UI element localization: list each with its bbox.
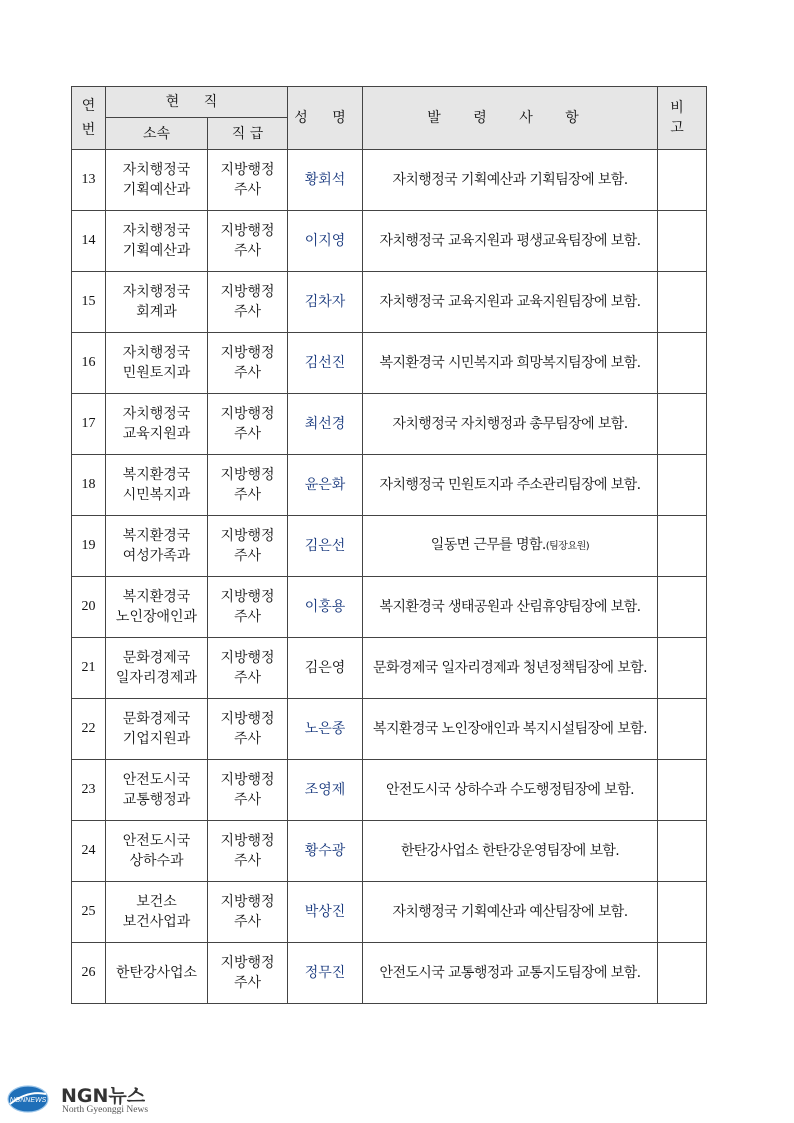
row-rank	[208, 638, 288, 699]
affiliation-line-2: 기획예산과	[122, 182, 191, 198]
row-rank	[208, 211, 288, 272]
row-number: 25	[72, 882, 106, 943]
affiliation-line-2: 회계과	[136, 304, 177, 320]
affiliation-line-1: 자치행정국	[122, 284, 191, 300]
order-note: (팀장요원)	[545, 541, 590, 552]
row-remarks	[658, 943, 707, 1004]
row-number: 24	[72, 821, 106, 882]
affiliation-line-1: 복지환경국	[122, 528, 191, 544]
rank-line-2: 주사	[233, 731, 262, 747]
row-order	[363, 699, 658, 760]
row-number: 22	[72, 699, 106, 760]
header-remarks: 비 고	[658, 87, 707, 150]
affiliation-line-2: 보건사업과	[122, 914, 191, 930]
affiliation-line-2: 여성가족과	[122, 548, 191, 564]
rank-line-1: 지방행정	[220, 528, 275, 544]
order-text: 한탄강사업소 한탄강운영팀장에 보함.	[400, 843, 620, 859]
row-rank	[208, 821, 288, 882]
row-name: 황회석	[288, 150, 363, 211]
row-remarks	[658, 150, 707, 211]
table-row	[72, 699, 707, 760]
order-text: 복지환경국 노인장애인과 복지시설팀장에 보함.	[373, 721, 647, 737]
affiliation-line-1: 안전도시국	[122, 833, 191, 849]
affiliation-line-2: 기업지원과	[122, 731, 191, 747]
rank-line-2: 주사	[233, 365, 262, 381]
affiliation-line-1: 자치행정국	[122, 223, 191, 239]
row-affiliation	[106, 394, 208, 455]
row-remarks	[658, 821, 707, 882]
row-rank	[208, 333, 288, 394]
row-number: 18	[72, 455, 106, 516]
affiliation-line-2: 상하수과	[129, 853, 184, 869]
row-affiliation	[106, 638, 208, 699]
rank-line-2: 주사	[233, 304, 262, 320]
row-affiliation	[106, 272, 208, 333]
order-text: 자치행정국 교육지원과 평생교육팀장에 보함.	[379, 233, 641, 249]
row-remarks	[658, 272, 707, 333]
row-remarks	[658, 882, 707, 943]
row-number: 17	[72, 394, 106, 455]
rank-line-2: 주사	[233, 243, 262, 259]
row-rank	[208, 882, 288, 943]
row-affiliation	[106, 211, 208, 272]
row-order	[363, 638, 658, 699]
row-order	[363, 577, 658, 638]
logo-name: NGN뉴스	[61, 1085, 146, 1107]
order-text: 자치행정국 기획예산과 예산팀장에 보함.	[392, 904, 628, 920]
affiliation-line-1: 문화경제국	[122, 650, 191, 666]
table-row	[72, 272, 707, 333]
order-text: 자치행정국 민원토지과 주소관리팀장에 보함.	[379, 477, 641, 493]
table-row	[72, 638, 707, 699]
table-row	[72, 516, 707, 577]
rank-line-1: 지방행정	[220, 650, 275, 666]
row-remarks	[658, 577, 707, 638]
row-remarks	[658, 760, 707, 821]
rank-line-2: 주사	[233, 182, 262, 198]
row-remarks	[658, 333, 707, 394]
row-order	[363, 333, 658, 394]
row-number: 13	[72, 150, 106, 211]
table-row	[72, 882, 707, 943]
row-order	[363, 272, 658, 333]
table-row	[72, 577, 707, 638]
order-text: 자치행정국 교육지원과 교육지원팀장에 보함.	[379, 294, 641, 310]
row-name: 이홍용	[288, 577, 363, 638]
row-order	[363, 150, 658, 211]
header-order: 발 령 사 항	[363, 87, 658, 150]
row-rank	[208, 699, 288, 760]
row-number: 26	[72, 943, 106, 1004]
row-affiliation	[106, 333, 208, 394]
affiliation-line-1: 복지환경국	[122, 589, 191, 605]
row-rank	[208, 577, 288, 638]
order-text: 자치행정국 기획예산과 기획팀장에 보함.	[392, 172, 628, 188]
row-affiliation	[106, 760, 208, 821]
rank-line-2: 주사	[233, 487, 262, 503]
row-affiliation	[106, 882, 208, 943]
row-name: 최선경	[288, 394, 363, 455]
row-order	[363, 821, 658, 882]
row-name: 김은영	[288, 638, 363, 699]
row-order	[363, 516, 658, 577]
ngn-news-logo	[6, 1080, 206, 1120]
row-name: 이지영	[288, 211, 363, 272]
rank-line-2: 주사	[233, 548, 262, 564]
row-affiliation	[106, 943, 208, 1004]
row-affiliation	[106, 150, 208, 211]
header-rank: 직 급	[208, 118, 288, 150]
ngn-globe-icon	[6, 1084, 50, 1114]
row-rank	[208, 760, 288, 821]
row-order	[363, 882, 658, 943]
order-text: 안전도시국 교통행정과 교통지도팀장에 보함.	[379, 965, 641, 981]
header-seq	[72, 87, 106, 150]
row-number: 20	[72, 577, 106, 638]
order-text: 자치행정국 자치행정과 총무팀장에 보함.	[392, 416, 628, 432]
table-row	[72, 333, 707, 394]
row-remarks	[658, 211, 707, 272]
rank-line-2: 주사	[233, 426, 262, 442]
row-order	[363, 760, 658, 821]
affiliation-line-1: 보건소	[136, 894, 177, 910]
row-name: 조영제	[288, 760, 363, 821]
table-row	[72, 821, 707, 882]
rank-line-1: 지방행정	[220, 833, 275, 849]
affiliation-line-2: 노인장애인과	[115, 609, 198, 625]
row-affiliation	[106, 699, 208, 760]
row-number: 19	[72, 516, 106, 577]
order-text: 안전도시국 상하수과 수도행정팀장에 보함.	[385, 782, 635, 798]
table-row	[72, 150, 707, 211]
row-rank	[208, 394, 288, 455]
rank-line-1: 지방행정	[220, 345, 275, 361]
row-remarks	[658, 699, 707, 760]
row-name: 김선진	[288, 333, 363, 394]
row-name: 김차자	[288, 272, 363, 333]
table-row	[72, 394, 707, 455]
order-text: 일동면 근무를 명함.	[430, 537, 546, 553]
row-rank	[208, 455, 288, 516]
order-text: 복지환경국 시민복지과 희망복지팀장에 보함.	[379, 355, 641, 371]
table-row	[72, 760, 707, 821]
affiliation-line-1: 자치행정국	[122, 345, 191, 361]
affiliation-line-1: 복지환경국	[122, 467, 191, 483]
order-text: 문화경제국 일자리경제과 청년정책팀장에 보함.	[373, 660, 647, 676]
rank-line-1: 지방행정	[220, 223, 275, 239]
rank-line-2: 주사	[233, 792, 262, 808]
logo-mark-text: NGNNEWS	[9, 1097, 47, 1104]
row-order	[363, 211, 658, 272]
order-text: 복지환경국 생태공원과 산림휴양팀장에 보함.	[379, 599, 641, 615]
row-rank	[208, 516, 288, 577]
row-rank	[208, 150, 288, 211]
rank-line-2: 주사	[233, 853, 262, 869]
rank-line-2: 주사	[233, 975, 262, 991]
rank-line-2: 주사	[233, 914, 262, 930]
rank-line-2: 주사	[233, 609, 262, 625]
affiliation-line-1: 안전도시국	[122, 772, 191, 788]
row-number: 21	[72, 638, 106, 699]
rank-line-2: 주사	[233, 670, 262, 686]
row-name: 정무진	[288, 943, 363, 1004]
affiliation-line-2: 민원토지과	[122, 365, 191, 381]
row-remarks	[658, 638, 707, 699]
row-affiliation	[106, 455, 208, 516]
row-remarks	[658, 394, 707, 455]
row-rank	[208, 272, 288, 333]
row-order	[363, 394, 658, 455]
row-number: 14	[72, 211, 106, 272]
rank-line-1: 지방행정	[220, 406, 275, 422]
table-row	[72, 943, 707, 1004]
row-name: 김은선	[288, 516, 363, 577]
affiliation-line-2: 일자리경제과	[115, 670, 198, 686]
affiliation-line-1: 한탄강사업소	[115, 965, 198, 981]
row-number: 23	[72, 760, 106, 821]
affiliation-line-2: 기획예산과	[122, 243, 191, 259]
rank-line-1: 지방행정	[220, 955, 275, 971]
rank-line-1: 지방행정	[220, 284, 275, 300]
row-order	[363, 455, 658, 516]
table-row	[72, 455, 707, 516]
affiliation-line-2: 교육지원과	[122, 426, 191, 442]
affiliation-line-1: 문화경제국	[122, 711, 191, 727]
row-affiliation	[106, 516, 208, 577]
row-name: 박상진	[288, 882, 363, 943]
rank-line-1: 지방행정	[220, 589, 275, 605]
row-name: 윤은화	[288, 455, 363, 516]
table-row	[72, 211, 707, 272]
personnel-table	[71, 86, 707, 1004]
row-number: 15	[72, 272, 106, 333]
header-name: 성 명	[288, 87, 363, 150]
row-remarks	[658, 455, 707, 516]
affiliation-line-2: 시민복지과	[122, 487, 191, 503]
row-order	[363, 943, 658, 1004]
affiliation-line-1: 자치행정국	[122, 406, 191, 422]
logo-subtext: North Gyeonggi News	[62, 1105, 149, 1115]
row-remarks	[658, 516, 707, 577]
row-affiliation	[106, 577, 208, 638]
rank-line-1: 지방행정	[220, 162, 275, 178]
rank-line-1: 지방행정	[220, 894, 275, 910]
row-rank	[208, 943, 288, 1004]
row-number: 16	[72, 333, 106, 394]
rank-line-1: 지방행정	[220, 772, 275, 788]
table-body	[72, 150, 707, 1004]
rank-line-1: 지방행정	[220, 711, 275, 727]
row-name: 노은종	[288, 699, 363, 760]
rank-line-1: 지방행정	[220, 467, 275, 483]
affiliation-line-1: 자치행정국	[122, 162, 191, 178]
header-seq-label: 연번	[81, 98, 96, 138]
affiliation-line-2: 교통행정과	[122, 792, 191, 808]
row-name: 황수광	[288, 821, 363, 882]
row-affiliation	[106, 821, 208, 882]
header-affiliation: 소속	[106, 118, 208, 150]
header-current-position: 현 직	[106, 87, 288, 118]
